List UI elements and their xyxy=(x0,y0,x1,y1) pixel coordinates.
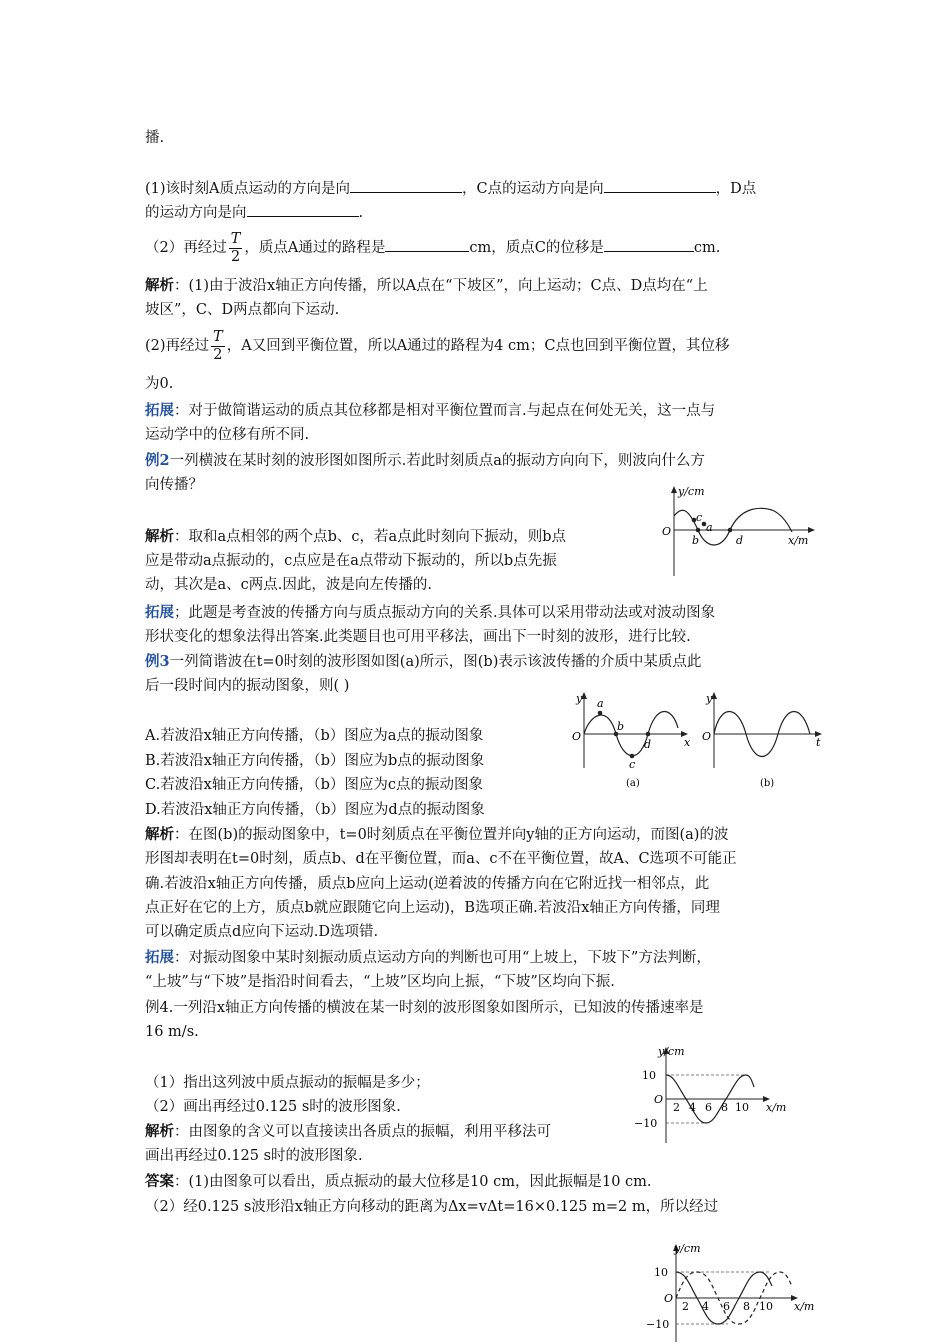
question-4-1 xyxy=(145,1073,430,1093)
text: 为0. xyxy=(145,376,174,392)
fraction-t-over-2 xyxy=(211,329,225,364)
point-a-dot xyxy=(598,711,603,716)
point-d-dot xyxy=(728,528,733,533)
example-4-line-1 xyxy=(145,998,704,1018)
fraction-t-over-2 xyxy=(229,231,243,266)
text: （2）画出再经过0.125 s时的波形图象. xyxy=(145,1099,401,1115)
t-axis-label-b: t xyxy=(816,736,821,749)
extension-label: 拓展 xyxy=(145,604,174,621)
option-d[interactable] xyxy=(145,800,485,820)
text: ，C点的运动方向是向 xyxy=(462,181,604,197)
example-2-line-2 xyxy=(145,475,203,495)
text: （2）经0.125 s波形沿x轴正方向移动的距离为Δx=vΔt=16×0.125 m=2 m，所以经过 xyxy=(145,1199,719,1215)
x-axis-label: x/m xyxy=(766,1101,787,1114)
wave-figure-example-4 xyxy=(628,1041,800,1145)
solution-1-line-3 xyxy=(145,328,729,364)
text: ：取和a点相邻的两个点b、c，若a点此时刻向下振动，则b点 xyxy=(174,529,566,545)
example-2-line-1 xyxy=(145,451,705,471)
extension-1-line-2 xyxy=(145,425,309,445)
x-tick: 10 xyxy=(759,1300,773,1313)
text: cm. xyxy=(693,240,721,256)
text: D.若波沿x轴正方向传播，（b）图应为d点的振动图象 xyxy=(145,802,485,818)
point-d-dot xyxy=(646,732,651,737)
text: cm，质点C的位移是 xyxy=(469,240,604,256)
option-b[interactable] xyxy=(145,751,484,771)
answer-blank[interactable] xyxy=(385,237,469,252)
solution-label: 解析 xyxy=(145,1123,174,1140)
fraction-numerator: T xyxy=(213,328,223,345)
solution-2-line-2 xyxy=(145,551,557,571)
x-tick: 8 xyxy=(721,1101,728,1114)
text: ：对振动图象中某时刻振动质点运动方向的判断也可用“上坡上，下坡下”方法判断， xyxy=(174,950,711,966)
caption-a: (a) xyxy=(626,778,640,789)
x-tick: 6 xyxy=(723,1300,730,1313)
y-axis-arrow xyxy=(671,486,677,493)
origin-label: O xyxy=(662,525,672,538)
x-tick: 8 xyxy=(743,1300,750,1313)
solution-2-line-3 xyxy=(145,575,432,595)
example-4-line-2 xyxy=(145,1022,199,1042)
question-1-line-2 xyxy=(145,202,363,223)
y-tick-bottom: −10 xyxy=(646,1318,670,1331)
wave-figures-example-3 xyxy=(570,690,832,794)
solution-3-line-3 xyxy=(145,874,709,894)
text: ，D点 xyxy=(715,181,757,197)
y-axis-label-b: y xyxy=(706,692,713,705)
y-tick-bottom: −10 xyxy=(634,1117,658,1130)
origin-label-b: O xyxy=(702,730,712,743)
text: 一列简谐波在t=0时刻的波形图如图(a)所示，图(b)表示该波传播的介质中某质点此 xyxy=(169,654,702,670)
extension-label: 拓展 xyxy=(145,402,174,419)
text: 可以确定质点d应向下运动.D选项错. xyxy=(145,924,379,940)
extension-3-line-1 xyxy=(145,948,711,968)
extension-1-line-1 xyxy=(145,401,715,421)
x-tick: 4 xyxy=(689,1101,696,1114)
x-axis-label-a: x xyxy=(684,736,691,749)
text: 确.若波沿x轴正方向传播，质点b应向上运动(逆着波的传播方向在它附近找一相邻点，此 xyxy=(145,876,710,892)
solution-label: 解析 xyxy=(145,528,174,545)
answer-label: 答案 xyxy=(145,1173,174,1190)
text: 动，其次是a、c两点.因此，波是向左传播的. xyxy=(145,577,432,593)
text: 画出再经过0.125 s时的波形图象. xyxy=(145,1148,363,1164)
solution-label: 解析 xyxy=(145,277,174,294)
text: 坡区”，C、D两点都向下运动. xyxy=(145,302,340,318)
x-axis-label: x/m xyxy=(788,534,809,547)
text: C.若波沿x轴正方向传播，（b）图应为c点的振动图象 xyxy=(145,777,484,793)
x-tick: 6 xyxy=(705,1101,712,1114)
point-b-label: b xyxy=(692,534,700,547)
x-tick: 2 xyxy=(682,1300,689,1313)
text: 后一段时间内的振动图象，则( ) xyxy=(145,678,350,694)
answer-line-1 xyxy=(145,1172,652,1192)
fraction-denominator: 2 xyxy=(213,346,223,363)
solution-4-line-1 xyxy=(145,1122,551,1142)
extension-3-line-2 xyxy=(145,972,615,992)
solution-2-line-1 xyxy=(145,527,566,547)
text: ；此题是考查波的传播方向与质点振动方向的关系.具体可以采用带动法或对波动图象 xyxy=(174,605,716,621)
x-tick: 4 xyxy=(702,1300,709,1313)
answer-blank[interactable] xyxy=(604,237,694,252)
solution-3-line-2 xyxy=(145,849,737,869)
example-3-line-1 xyxy=(145,652,701,672)
origin-label: O xyxy=(654,1093,664,1106)
text: 一列横波在某时刻的波形图如图所示.若此时刻质点a的振动方向向下，则波向什么方 xyxy=(169,453,705,469)
text: 形图却表明在t=0时刻，质点b、d在平衡位置，而a、c不在平衡位置，故A、C选项不可能正 xyxy=(145,851,737,867)
question-2-line xyxy=(145,230,720,266)
x-tick: 10 xyxy=(735,1101,749,1114)
point-c-label: c xyxy=(696,511,703,524)
fraction-numerator: T xyxy=(230,230,241,247)
extension-label: 拓展 xyxy=(145,949,174,966)
x-axis-arrow xyxy=(808,527,815,533)
solution-3-line-4 xyxy=(145,898,720,918)
point-c-label: c xyxy=(629,758,636,771)
point-d-label: d xyxy=(644,738,652,751)
answer-blank[interactable] xyxy=(604,178,716,193)
example-label: 例2 xyxy=(145,452,170,469)
text: 例4.一列沿x轴正方向传播的横波在某一时刻的波形图象如图所示，已知波的传播速率是 xyxy=(145,1000,704,1016)
solution-3-line-1 xyxy=(145,825,728,845)
y-axis-label: y/cm xyxy=(678,485,705,498)
text: 形状变化的想象法得出答案.此类题目也可用平移法，画出下一时刻的波形，进行比较. xyxy=(145,629,691,645)
text: 向传播？ xyxy=(145,477,203,493)
question-1-line-1 xyxy=(145,178,756,199)
point-b-dot xyxy=(696,528,701,533)
text: 16 m/s. xyxy=(145,1024,199,1040)
y-axis-label: y/cm xyxy=(674,1242,701,1255)
solution-3-line-5 xyxy=(145,922,378,942)
solution-1-line-2 xyxy=(145,300,339,320)
solution-4-line-2 xyxy=(145,1146,363,1166)
option-c[interactable] xyxy=(145,775,483,795)
text: (2)再经过 xyxy=(145,338,210,354)
wave-figure-example-2 xyxy=(660,484,820,580)
y-axis-label-a: y xyxy=(576,692,583,705)
question-4-2 xyxy=(145,1097,401,1117)
point-b-label: b xyxy=(617,720,625,733)
solution-1-line-4 xyxy=(145,374,173,394)
y-tick-top: 10 xyxy=(642,1069,656,1082)
text: “上坡”与“下坡”是指沿时间看去，“上坡”区均向上振，“下坡”区均向下振. xyxy=(145,974,615,990)
text: 运动学中的位移有所不同. xyxy=(145,427,310,443)
extension-2-line-1 xyxy=(145,603,715,623)
fraction-denominator: 2 xyxy=(230,248,241,265)
x-tick: 2 xyxy=(673,1101,680,1114)
text: （1）指出这列波中质点振动的振幅是多少； xyxy=(145,1075,430,1091)
text: 播. xyxy=(145,130,165,146)
text: （2）再经过 xyxy=(145,240,227,256)
text: B.若波沿x轴正方向传播，（b）图应为b点的振动图象 xyxy=(145,753,485,769)
point-d-label: d xyxy=(736,534,744,547)
example-label: 例3 xyxy=(145,653,170,670)
answer-blank[interactable] xyxy=(350,178,462,193)
point-a-label: a xyxy=(706,521,713,534)
extension-2-line-2 xyxy=(145,627,691,647)
text: ：在图(b)的振动图象中，t=0时刻质点在平衡位置并向y轴的正方向运动，而图(a)的波 xyxy=(174,827,729,843)
y-tick-top: 10 xyxy=(654,1266,668,1279)
text: ：对于做简谐运动的质点其位移都是相对平衡位置而言.与起点在何处无关，这一点与 xyxy=(174,403,716,419)
text: 点正好在它的上方，质点b就应跟随它向上运动)，B选项正确.若波沿x轴正方向传播，同理 xyxy=(145,900,720,916)
origin-label: O xyxy=(664,1292,674,1305)
origin-label-a: O xyxy=(572,730,582,743)
answer-blank[interactable] xyxy=(247,202,359,217)
point-a-label: a xyxy=(597,697,604,710)
x-axis-label: x/m xyxy=(794,1300,815,1313)
text: 的运动方向是向 xyxy=(145,205,247,221)
text: ：(1)由图象可以看出，质点振动的最大位移是10 cm，因此振幅是10 cm. xyxy=(174,1174,652,1190)
y-axis-label: y/cm xyxy=(658,1045,685,1058)
solution-label: 解析 xyxy=(145,826,174,843)
text: ，质点A通过的路程是 xyxy=(244,240,386,256)
example-3-line-2 xyxy=(145,676,349,696)
text: (1)该时刻A质点运动的方向是向 xyxy=(145,181,351,197)
text: A.若波沿x轴正方向传播，（b）图应为a点的振动图象 xyxy=(145,728,484,744)
caption-b: (b) xyxy=(760,778,775,789)
text: ，A又回到平衡位置，所以A通过的路程为4 cm；C点也回到平衡位置，其位移 xyxy=(226,338,730,354)
wave-figure-answer xyxy=(644,1238,834,1344)
answer-line-2 xyxy=(145,1197,718,1217)
text-line xyxy=(145,128,164,148)
text: . xyxy=(358,205,364,221)
option-a[interactable] xyxy=(145,726,483,746)
text: ：由图象的含义可以直接读出各质点的振幅，利用平移法可 xyxy=(174,1124,551,1140)
text: 应是带动a点振动的，c点应是在a点带动下振动的，所以b点先振 xyxy=(145,553,557,569)
solution-1-line-1 xyxy=(145,276,708,296)
text: ：(1)由于波沿x轴正方向传播，所以A点在“下坡区”，向上运动；C点、D点均在“上 xyxy=(174,278,708,294)
